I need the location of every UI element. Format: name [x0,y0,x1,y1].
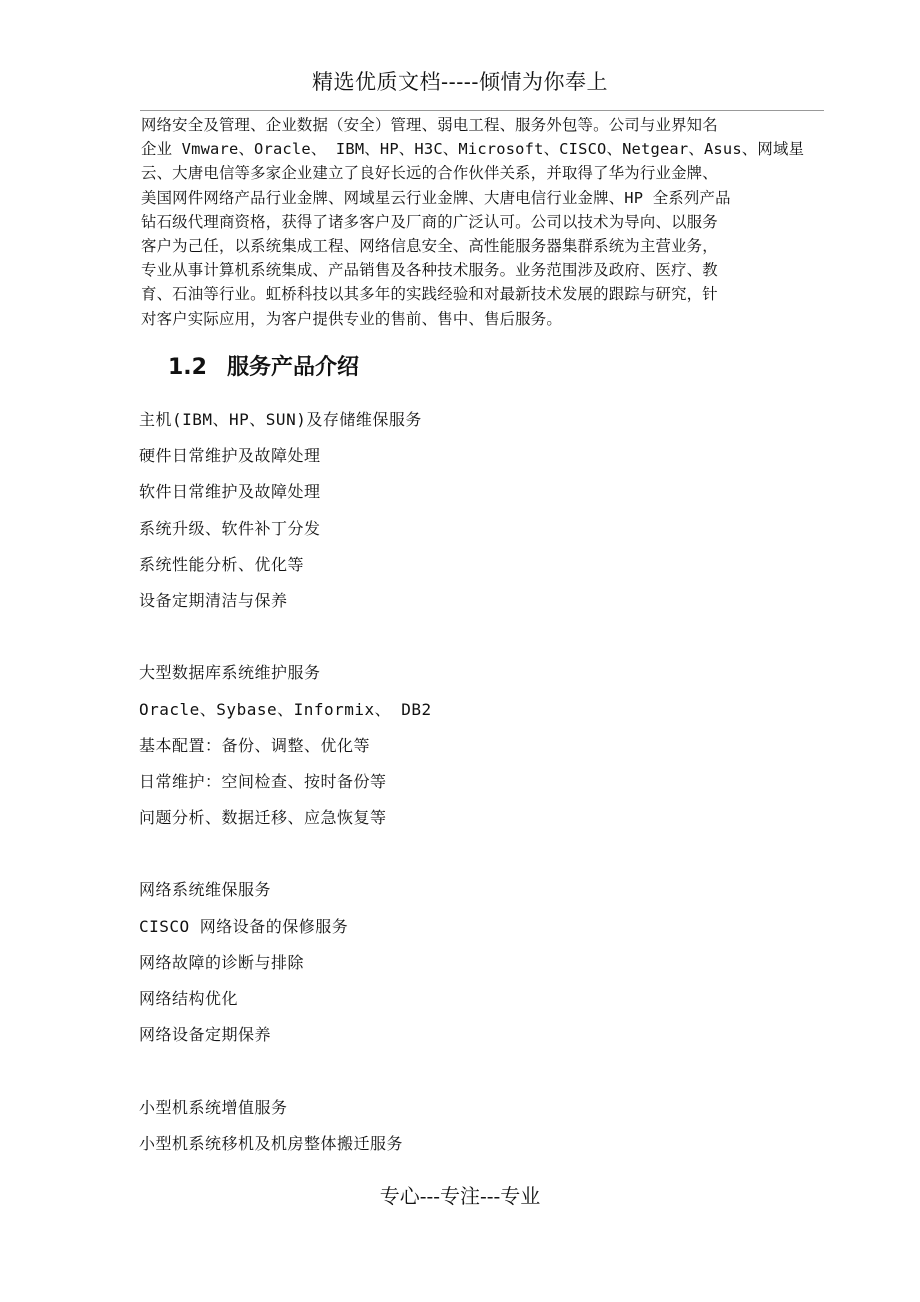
intro-line: 专业从事计算机系统集成、产品销售及各种技术服务。业务范围涉及政府、医疗、教 [141,261,718,280]
list-item: 网络系统维保服务 [139,880,272,900]
list-item: 基本配置：备份、调整、优化等 [139,735,371,755]
intro-line: 美国网件网络产品行业金牌、网域星云行业金牌、大唐电信行业金牌、HP 全系列产品 [141,188,731,207]
list-item: 设备定期清洁与保养 [139,590,288,610]
list-item: 网络故障的诊断与排除 [139,952,305,972]
list-item: 小型机系统增值服务 [139,1097,288,1117]
list-item: 大型数据库系统维护服务 [139,663,321,683]
service-group-database [139,660,839,841]
list-item: CISCO 网络设备的保修服务 [139,916,349,936]
list-item: 主机(IBM、HP、SUN)及存储维保服务 [139,410,422,429]
list-item: 软件日常维护及故障处理 [139,482,321,502]
group-spacer [139,1058,839,1094]
intro-line: 对客户实际应用，为客户提供专业的售前、售中、售后服务。 [141,309,562,328]
section-number: 1.2 [168,355,207,380]
service-group-network [139,877,839,1058]
section-title: 服务产品介绍 [226,355,359,380]
page-header: 精选优质文档-----倾情为你奉上 [312,70,608,94]
service-group-minicomputer [139,1095,839,1167]
list-item: 硬件日常维护及故障处理 [139,446,321,466]
list-item: 系统升级、软件补丁分发 [139,518,321,538]
list-item: 网络结构优化 [139,989,239,1008]
intro-paragraph [141,113,825,331]
section-heading [168,350,359,381]
intro-line: 网络安全及管理、企业数据（安全）管理、弱电工程、服务外包等。公司与业界知名 [141,116,718,134]
intro-line: 企业 Vmware、Oracle、 IBM、HP、H3C、Microsoft、CISCO、Netgear、Asus、网域星 [141,140,805,159]
list-item: Oracle、Sybase、Informix、 DB2 [139,699,432,719]
page-footer: 专心---专注---专业 [379,1184,541,1208]
header-divider [140,110,824,111]
group-spacer [139,841,839,877]
intro-line: 云、大唐电信等多家企业建立了良好长远的合作伙伴关系，并取得了华为行业金牌、 [141,164,718,183]
list-item: 日常维护：空间检查、按时备份等 [139,771,387,791]
group-spacer [139,624,839,660]
intro-line: 育、石油等行业。虹桥科技以其多年的实践经验和对最新技术发展的跟踪与研究，针 [141,285,718,304]
service-list [139,407,839,1167]
intro-line: 钻石级代理商资格，获得了诸多客户及厂商的广泛认可。公司以技术为导向、以服务 [141,212,718,231]
intro-line: 客户为己任，以系统集成工程、网络信息安全、高性能服务器集群系统为主营业务， [141,237,718,256]
list-item: 小型机系统移机及机房整体搬迁服务 [139,1133,404,1153]
list-item: 系统性能分析、优化等 [139,554,305,574]
service-group-host [139,407,839,624]
list-item: 网络设备定期保养 [139,1025,272,1045]
list-item: 问题分析、数据迁移、应急恢复等 [139,808,387,828]
